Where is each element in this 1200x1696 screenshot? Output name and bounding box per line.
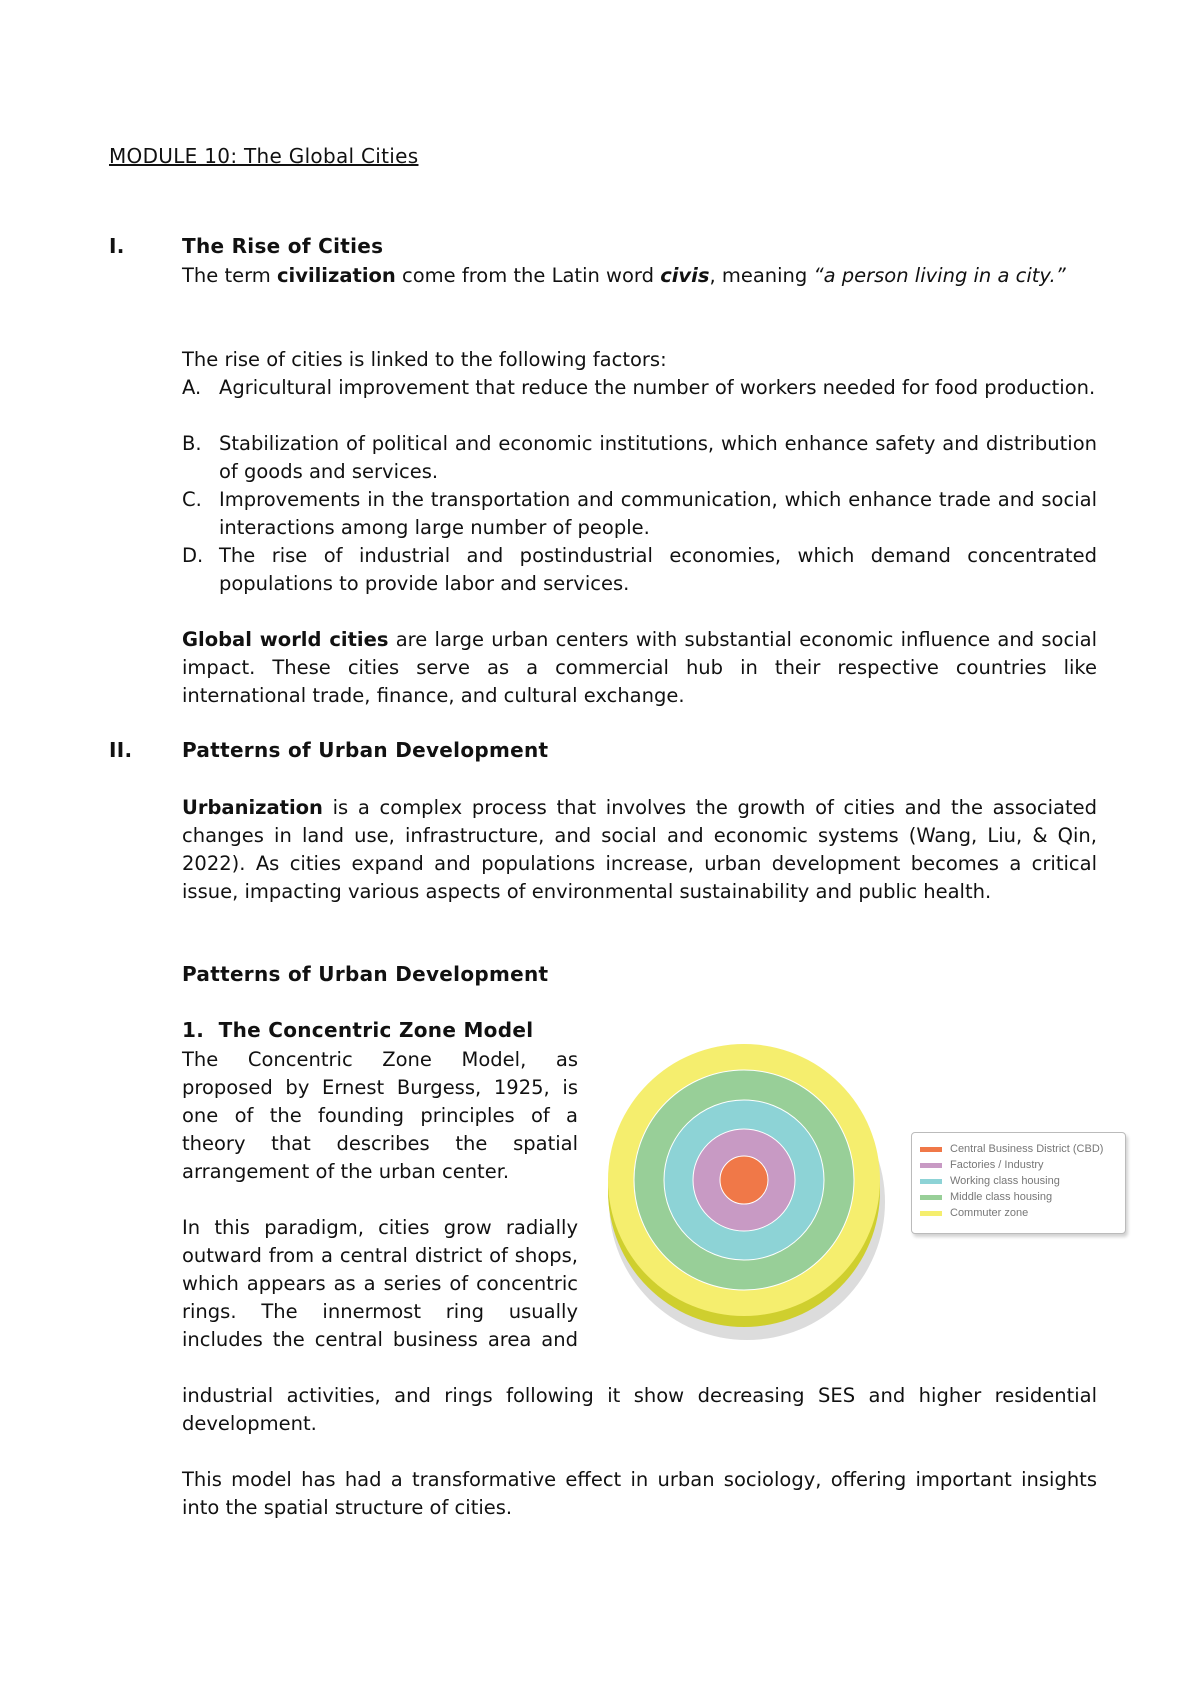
legend-item-middle-class: Middle class housing (920, 1190, 1052, 1204)
legend-swatch (920, 1163, 942, 1168)
subheading-patterns: Patterns of Urban Development (182, 962, 549, 986)
list-letter: A. (182, 376, 202, 399)
section-heading-urban-development: Patterns of Urban Development (182, 738, 549, 762)
section-numeral-1: I. (109, 234, 125, 258)
concentric-model-paradigm: In this paradigm, cities grow radially outward from a central district of shops, which appears as a series of concentric rings. The innermost ring usually includes the central business area and (182, 1216, 578, 1351)
legend-swatch (920, 1195, 942, 1200)
concentric-model-intro: The Concentric Zone Model, as proposed by Ernest Burgess, 1925, is one of the founding principles of a theory that describes the spatial arrangement of the urban center. (182, 1048, 578, 1183)
factor-item (182, 542, 1097, 598)
module-title: MODULE 10: The Global Cities (109, 144, 419, 168)
legend-item-commuter: Commuter zone (920, 1206, 1028, 1220)
factor-text: Agricultural improvement that reduce the number of workers needed for food production. (219, 376, 1096, 399)
legend-item-working-class: Working class housing (920, 1174, 1060, 1188)
legend-swatch (920, 1147, 942, 1152)
legend-item-cbd: Central Business District (CBD) (920, 1142, 1103, 1156)
list-letter: C. (182, 488, 202, 511)
legend-item-factories: Factories / Industry (920, 1158, 1044, 1172)
factors-lead: The rise of cities is linked to the following factors: (182, 348, 667, 371)
section-numeral-2: II. (109, 738, 133, 762)
model-heading-concentric-zone: 1. The Concentric Zone Model (182, 1018, 534, 1042)
global-cities-paragraph: Global world cities are large urban centers with substantial economic influence and social impact. These cities serve as a commercial hub in their respective countries like international trade, finance, and cultural exchange. (182, 628, 1097, 707)
factor-item (182, 374, 1097, 402)
urbanization-paragraph: Urbanization is a complex process that involves the growth of cities and the associated changes in land use, infrastructure, and social and economic systems (Wang, Liu, & Qin, 2022). As cities expand and populations increase, urban development becomes a critical issue, impacting various aspects of environmental sustainability and public health. (182, 796, 1097, 903)
concentric-model-paradigm-continued: industrial activities, and rings following it show decreasing SES and higher residential development. (182, 1384, 1097, 1435)
list-letter: B. (182, 432, 202, 455)
section-heading-rise-of-cities: The Rise of Cities (182, 234, 384, 258)
civilization-definition: The term civilization come from the Latin word civis, meaning “a person living in a city.” (182, 264, 1066, 287)
legend-swatch (920, 1211, 942, 1216)
legend-swatch (920, 1179, 942, 1184)
factor-item (182, 486, 1097, 542)
factor-text: Improvements in the transportation and communication, which enhance trade and social interactions among large number of people. (219, 488, 1097, 539)
ring-cbd (720, 1156, 768, 1204)
list-letter: D. (182, 544, 204, 567)
factor-text: Stabilization of political and economic institutions, which enhance safety and distribution of goods and services. (219, 432, 1097, 483)
concentric-zone-diagram (600, 1040, 910, 1350)
factor-item (182, 430, 1097, 486)
concentric-model-impact: This model has had a transformative effect in urban sociology, offering important insights into the spatial structure of cities. (182, 1468, 1097, 1519)
diagram-legend (911, 1132, 1126, 1234)
factor-text: The rise of industrial and postindustrial economies, which demand concentrated populations to provide labor and services. (219, 544, 1097, 595)
